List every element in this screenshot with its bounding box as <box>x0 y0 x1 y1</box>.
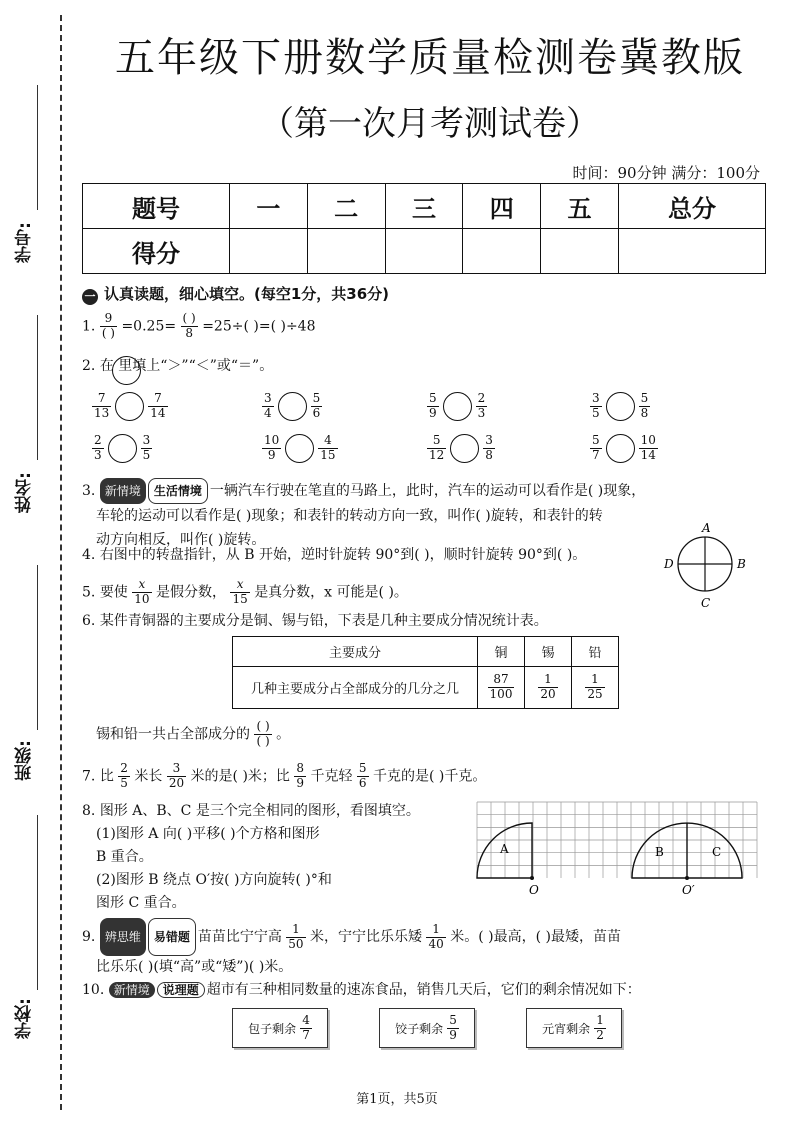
question-text: 超市有三种相同数量的速冻食品，销售几天后，它们的剩余情况如下： <box>206 982 641 998</box>
alloy-value: $\frac{1}{20}$ <box>525 667 572 709</box>
compare-circle[interactable] <box>108 434 137 463</box>
label-o-prime: O′ <box>682 883 695 897</box>
question-text: 。 <box>276 726 291 743</box>
fraction: $\frac{2}{5}$ <box>120 761 128 790</box>
score-row-label: 得分 <box>83 229 230 274</box>
page-footer: 第1页，共5页 <box>356 1092 438 1107</box>
score-cell[interactable] <box>229 229 307 274</box>
food-box-label: 包子剩余 <box>248 1021 297 1036</box>
question-text: 米长 <box>134 768 163 785</box>
question-text: 米。( )最高，( )最矮，苗苗 <box>450 929 621 945</box>
student-id-label: 学号: <box>15 222 35 263</box>
question-6 <box>82 613 548 630</box>
score-header-cell: 四 <box>463 184 541 229</box>
compare-item: $\frac{5}{7}$ $\frac{10}{14}$ <box>592 433 656 462</box>
alloy-row-label: 几种主要成分占全部成分的几分之几 <box>233 667 478 709</box>
compare-item: $\frac{7}{13}$ $\frac{7}{14}$ <box>94 391 166 420</box>
question-text: 图形 C 重合。 <box>96 895 186 911</box>
score-cell[interactable] <box>618 229 765 274</box>
question-number: 3. <box>82 483 96 499</box>
question-number: 8. <box>82 803 96 819</box>
score-header-cell: 五 <box>541 184 619 229</box>
binding-dashed-line <box>60 15 62 1110</box>
tag-new-context: 新情境 <box>109 982 155 998</box>
question-text: 在 里填上“＞”“＜”或“＝”。 <box>99 358 274 374</box>
question-number: 4. <box>82 547 96 563</box>
tag-error-prone: 易错题 <box>148 918 196 956</box>
alloy-header: 铅 <box>572 637 619 667</box>
alloy-header: 主要成分 <box>233 637 478 667</box>
alloy-value: $\frac{1}{25}$ <box>572 667 619 709</box>
question-text: 动方向相反，叫作( )旋转。 <box>96 532 266 548</box>
compare-item: $\frac{10}{9}$ $\frac{4}{15}$ <box>264 433 336 462</box>
tag-life-context: 生活情境 <box>148 478 208 504</box>
score-header-cell: 一 <box>229 184 307 229</box>
answer-fraction[interactable]: $\frac{( )}{( )}$ <box>256 719 270 748</box>
compare-circle[interactable] <box>278 392 307 421</box>
food-box-label: 元宵剩余 <box>542 1021 591 1036</box>
alloy-header-row <box>233 637 619 667</box>
tag-new-context: 新情境 <box>100 478 146 504</box>
score-header-row <box>83 184 766 229</box>
label-c: C <box>712 845 722 859</box>
compare-item: $\frac{5}{12}$ $\frac{3}{8}$ <box>429 433 493 462</box>
compare-circle[interactable] <box>285 434 314 463</box>
score-header-cell: 三 <box>385 184 463 229</box>
question-number: 2. <box>82 358 96 374</box>
question-text: 比 <box>99 768 114 785</box>
school-line <box>37 815 38 990</box>
food-box-jiaozi: 饺子剩余 $\frac{5}{9}$ <box>379 1008 475 1048</box>
dial-label-b: B <box>737 557 746 571</box>
label-o: O <box>529 883 539 897</box>
dial-label-a: A <box>702 521 711 535</box>
compare-item: $\frac{2}{3}$ $\frac{3}{5}$ <box>94 433 151 462</box>
question-text: 是真分数，x 可能是( )。 <box>254 584 408 601</box>
fraction: $\frac{1}{40}$ <box>428 921 444 951</box>
compare-item: $\frac{3}{4}$ $\frac{5}{6}$ <box>264 391 321 420</box>
question-text: 锡和铅一共占全部成分的 <box>96 726 250 743</box>
fraction: $\frac{1}{50}$ <box>288 921 304 951</box>
compare-circle[interactable] <box>450 434 479 463</box>
section-heading <box>82 283 389 305</box>
alloy-value: $\frac{87}{100}$ <box>478 667 525 709</box>
question-text: 苗苗比宁宁高 <box>197 929 282 945</box>
compare-circle[interactable] <box>443 392 472 421</box>
score-cell[interactable] <box>541 229 619 274</box>
question-number: 10. <box>82 982 105 998</box>
fraction: $\frac{8}{9}$ <box>296 761 305 790</box>
name-label: 姓名: <box>15 472 35 513</box>
question-text: =0.25= <box>121 318 177 335</box>
question-number: 5. <box>82 584 96 601</box>
question-5 <box>82 578 408 607</box>
score-header-cell: 题号 <box>83 184 230 229</box>
section-heading-text: 认真读题，细心填空。(每空1分，共36分) <box>104 285 390 303</box>
tag-thinking: 辨思维 <box>100 918 146 956</box>
compare-circle[interactable] <box>115 392 144 421</box>
question-number: 1. <box>82 318 96 335</box>
question-text: 某件青铜器的主要成分是铜、锡与铅，下表是几种主要成分情况统计表。 <box>99 613 548 629</box>
fraction: $\frac{9}{( )}$ <box>101 311 115 340</box>
score-header-cell: 二 <box>307 184 385 229</box>
score-input-row <box>83 229 766 274</box>
fraction: $\frac{x}{10}$ <box>134 577 150 606</box>
alloy-value-row <box>233 667 619 709</box>
question-9 <box>82 918 762 978</box>
dial-diagram <box>660 520 760 610</box>
fraction: $\frac{( )}{8}$ <box>182 311 196 340</box>
compare-item: $\frac{5}{9}$ $\frac{2}{3}$ <box>429 391 486 420</box>
compare-circle[interactable] <box>606 434 635 463</box>
page-title: 五年级下册数学质量检测卷冀教版 <box>115 35 745 81</box>
question-text: 右图中的转盘指针，从 B 开始，逆时针旋转 90°到( )，顺时针旋转 90°到( )。 <box>99 547 587 563</box>
fraction: $\frac{x}{15}$ <box>232 577 248 606</box>
question-text: 一辆汽车行驶在笔直的马路上，此时，汽车的运动可以看作是( )现象， <box>209 483 646 499</box>
question-1 <box>82 312 316 341</box>
alloy-header: 铜 <box>478 637 525 667</box>
question-text: 是假分数， <box>156 584 226 601</box>
score-cell[interactable] <box>307 229 385 274</box>
question-number: 9. <box>82 929 96 945</box>
exam-meta: 时间：90分钟 满分：100分 <box>572 164 760 182</box>
question-text: 比乐乐( )(填“高”或“矮”)( )米。 <box>96 959 293 975</box>
score-cell[interactable] <box>463 229 541 274</box>
question-text: 米，宁宁比乐乐矮 <box>310 929 423 945</box>
question-2 <box>82 358 273 375</box>
question-8 <box>82 800 420 915</box>
question-text: 车轮的运动可以看作是( )现象；和表针的转动方向一致，叫作( )旋转，和表针的转 <box>96 508 603 524</box>
tag-reasoning: 说理题 <box>157 982 205 998</box>
question-number: 7. <box>82 768 96 785</box>
question-text: (2)图形 B 绕点 O′按( )方向旋转( )°和 <box>96 872 332 888</box>
question-text: B 重合。 <box>96 849 153 865</box>
student-id-line <box>37 85 38 210</box>
question-text: 要使 <box>99 584 128 601</box>
compare-item: $\frac{3}{5}$ $\frac{5}{8}$ <box>592 391 649 420</box>
grid-diagram <box>472 798 762 898</box>
name-line <box>37 315 38 460</box>
question-10 <box>82 982 641 999</box>
alloy-table <box>232 636 619 709</box>
question-text: 千克轻 <box>310 768 353 785</box>
compare-circle[interactable] <box>606 392 635 421</box>
dial-label-d: D <box>664 557 674 571</box>
question-6-answer <box>96 720 290 749</box>
school-label: 学校: <box>15 998 35 1039</box>
alloy-header: 锡 <box>525 637 572 667</box>
food-box-label: 饺子剩余 <box>395 1021 444 1036</box>
food-box-yuanxiao: 元宵剩余 $\frac{1}{2}$ <box>526 1008 622 1048</box>
fraction: $\frac{5}{6}$ <box>358 761 367 790</box>
question-text: 千克的是( )千克。 <box>373 768 487 785</box>
question-text: =25÷( )=( )÷48 <box>202 318 316 335</box>
compare-circle-example <box>112 356 141 385</box>
question-4 <box>82 547 586 564</box>
section-badge: 一 <box>82 289 98 305</box>
question-text: (1)图形 A 向( )平移( )个方格和图形 <box>96 826 320 842</box>
page-subtitle: （第一次月考测试卷） <box>260 104 600 144</box>
dial-label-c: C <box>701 596 711 610</box>
class-label: 班级: <box>15 740 35 781</box>
score-table <box>82 183 766 274</box>
question-text: 图形 A、B、C 是三个完全相同的图形，看图填空。 <box>99 803 420 819</box>
fraction: $\frac{3}{20}$ <box>168 761 185 790</box>
food-box-baozi: 包子剩余 $\frac{4}{7}$ <box>232 1008 328 1048</box>
label-a: A <box>500 842 509 856</box>
score-header-cell: 总分 <box>618 184 765 229</box>
question-text: 米的是( )米；比 <box>190 768 290 785</box>
label-b: B <box>655 845 664 859</box>
score-cell[interactable] <box>385 229 463 274</box>
class-line <box>37 565 38 730</box>
question-7 <box>82 762 486 791</box>
question-number: 6. <box>82 613 96 629</box>
